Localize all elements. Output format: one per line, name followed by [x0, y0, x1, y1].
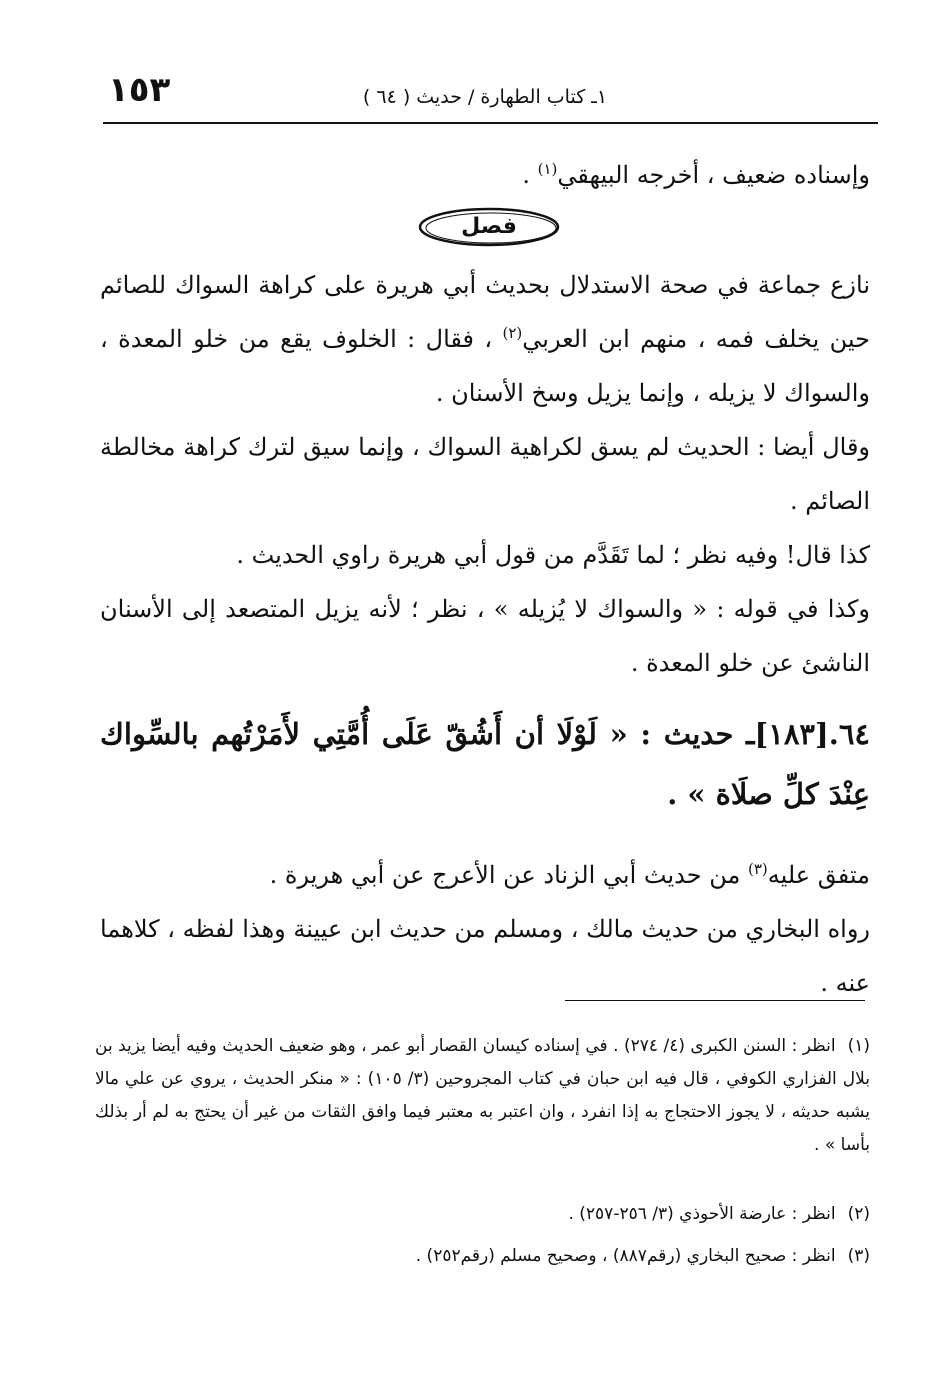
paragraph-6 [100, 848, 870, 902]
footnote-1 [95, 1030, 870, 1162]
page-number: ١٥٣ [108, 70, 171, 110]
footnote-2 [95, 1198, 870, 1231]
footnote-2-text: انظر : عارضة الأحوذي (٣/ ٢٥٦-٢٥٧) . [568, 1204, 836, 1224]
paragraph-2-text-a: نازع جماعة في صحة الاستدلال بحديث أبي هريرة على كراهة السواك للصائم حين يخلف فمه ، منهم ابن العربي [100, 271, 870, 353]
paragraph-1-text: وإسناده ضعيف ، أخرجه البيهقي [557, 161, 870, 189]
paragraph-2 [100, 258, 870, 420]
paragraph-6-text-b: من حديث أبي الزناد عن الأعرج عن أبي هريرة . [269, 861, 748, 889]
section-badge-label: فصل [461, 214, 517, 239]
footnote-rule [565, 1000, 865, 1001]
footnote-3 [95, 1240, 870, 1273]
header-rule [103, 122, 878, 124]
footnote-ref-3[interactable]: (٣) [747, 860, 768, 878]
footnote-ref-1[interactable]: (١) [537, 160, 558, 178]
footnote-3-text: انظر : صحيح البخاري (رقم٨٨٧) ، وصحيح مسلم (رقم٢٥٢) . [415, 1246, 836, 1266]
paragraph-3: وقال أيضا : الحديث لم يسق لكراهية السواك ، وإنما سيق لترك كراهة مخالطة الصائم . [100, 433, 870, 515]
footnote-1-marker: (١) [847, 1036, 870, 1056]
footnote-2-marker: (٢) [847, 1204, 870, 1224]
paragraph-4: كذا قال! وفيه نظر ؛ لما تَقَدَّم من قول أبي هريرة راوي الحديث . [236, 541, 870, 569]
running-title: ١ـ كتاب الطهارة / حديث ( ٦٤ ) [362, 86, 608, 108]
paragraph-7: رواه البخاري من حديث مالك ، ومسلم من حديث ابن عيينة وهذا لفظه ، كلاهما عنه . [100, 915, 870, 997]
hadith-text: ٦٤.[١٨٣]ـ حديث : « لَوْلَا أن أَشُقّ عَلَى أُمَّتِي لأَمَرْتُهم بالسِّواك عِنْدَ كلِّ صلَاة » . [100, 717, 870, 811]
paragraph-5: وكذا في قوله : « والسواك لا يُزيله » ، نظر ؛ لأنه يزيل المتصعد إلى الأسنان الناشئ عن خلو المعدة . [100, 595, 870, 677]
paragraph-1 [100, 148, 870, 202]
footnote-1-text: انظر : السنن الكبرى (٤/ ٢٧٤) . في إسناده كيسان القصار أبو عمر ، وهو ضعيف الحديث وفيه أيضا يزيد بن بلال الفزاري الكوفي ، قال فيه ابن حبان في كتاب المجروحين (٣/ ١٠٥) : « منكر الحديث ، يروي عن علي مالا يشبه حديثه ، لا يجوز الاحتجاج به إذا انفرد ، وان اعتبر به معتبر فيما وافق الثقات من غير أن يحتج به لم أر بذلك بأسا » . [95, 1036, 870, 1155]
footnote-ref-2[interactable]: (٢) [502, 324, 523, 342]
footnote-3-marker: (٣) [847, 1246, 870, 1266]
paragraph-2-text-b: ، فقال : الخلوف يقع من خلو المعدة ، والسواك لا يزيله ، وإنما يزيل وسخ الأسنان . [100, 325, 870, 407]
paragraph-1-end: . [522, 161, 538, 189]
section-badge [418, 206, 560, 248]
paragraph-6-text-a: متفق عليه [767, 861, 870, 889]
